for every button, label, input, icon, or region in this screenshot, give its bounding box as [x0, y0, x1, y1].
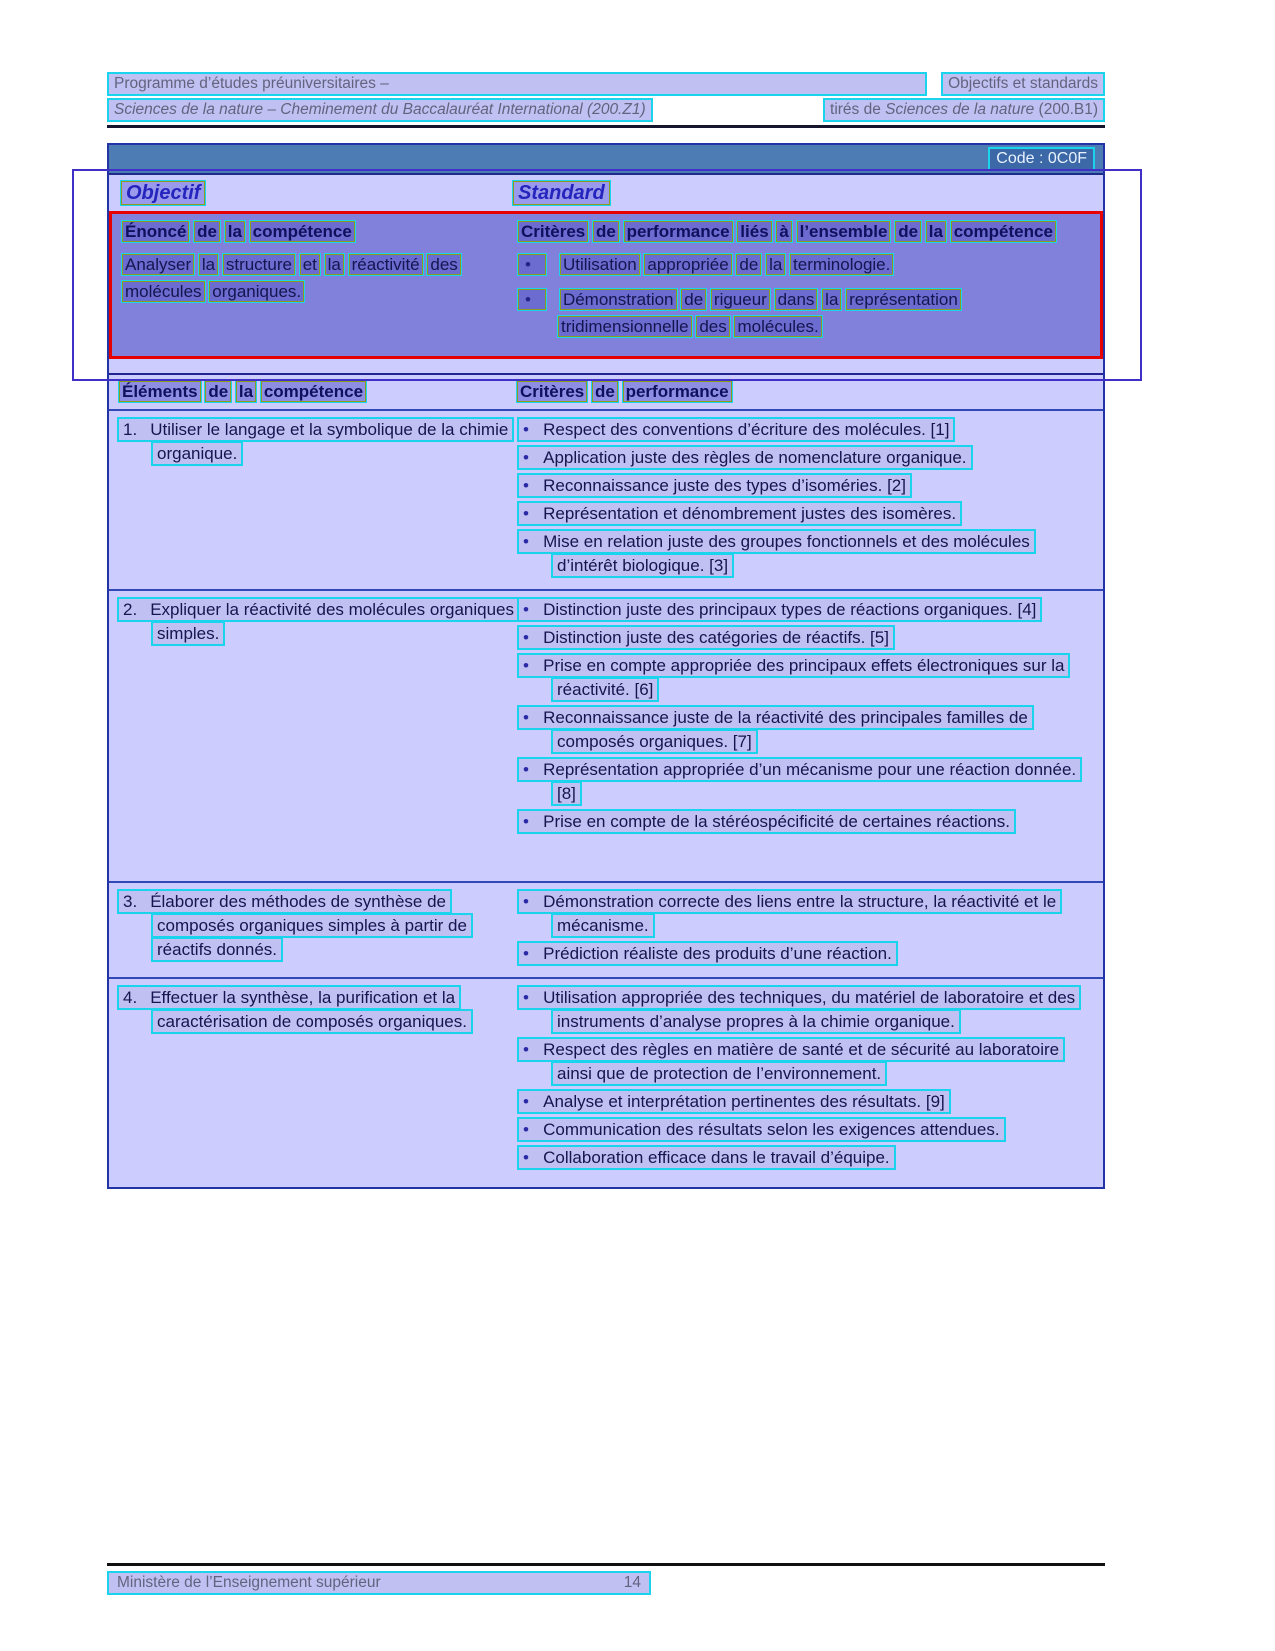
enonce-statement-cell — [112, 251, 518, 348]
element-number: 4. — [123, 988, 138, 1007]
enonce-criteria-header: Critères de performance liés à l’ensemble de la compétence — [518, 221, 1056, 242]
element-row — [109, 977, 1103, 1187]
performance-header-cell — [517, 379, 1103, 405]
header-program-title: Programme d’études préuniversitaires – — [107, 72, 927, 96]
bullet-icon — [518, 289, 546, 310]
criterion — [517, 706, 1093, 754]
standard-header: Standard — [513, 181, 610, 205]
element-text: Utiliser le langage et la symbolique de la chimie organique. — [150, 420, 509, 463]
element-cell — [109, 411, 517, 589]
enonce-header-cell — [112, 218, 518, 245]
header-line-2 — [107, 98, 1105, 122]
performance-header: Critères de performance — [517, 381, 732, 402]
criterion — [517, 1090, 1093, 1114]
source-suffix: (200.B1) — [1034, 101, 1098, 118]
criterion-text: • Prise en compte appropriée des principaux effets électroniques sur la réactivité. [6] — [517, 653, 1070, 702]
footer-box — [107, 1571, 651, 1595]
criterion — [517, 1038, 1093, 1086]
criterion — [518, 251, 1048, 278]
criterion — [518, 286, 1048, 340]
criterion — [517, 598, 1093, 622]
criteria-cell — [517, 883, 1103, 977]
element-text: Élaborer des méthodes de synthèse de composés organiques simples à partir de réactifs donnés. — [150, 892, 467, 959]
enonce-header: Énoncé de la compétence — [122, 221, 355, 242]
criterion-text: • Respect des conventions d’écriture des molécules. [1] — [517, 417, 955, 442]
criterion-text: • Utilisation appropriée des techniques, du matériel de laboratoire et des instruments d’analyse propres à la chimie organique. — [517, 985, 1081, 1034]
criterion-text: • Reconnaissance juste de la réactivité des principales familles de composés organiques. [7] — [517, 705, 1034, 754]
bullet-icon — [518, 254, 546, 275]
element-number: 1. — [123, 420, 138, 439]
competence-table — [107, 143, 1105, 1189]
criterion — [517, 474, 1093, 498]
page-footer — [107, 1563, 1105, 1595]
enonce-content-row — [112, 251, 1100, 348]
criterion-text: • Démonstration correcte des liens entre la structure, la réactivité et le mécanisme. — [517, 889, 1062, 938]
element-cell — [109, 883, 517, 977]
criterion-text: • Analyse et interprétation pertinentes des résultats. [9] — [517, 1089, 951, 1114]
criteria-cell — [517, 979, 1103, 1187]
objectif-header: Objectif — [121, 181, 205, 205]
criterion — [517, 626, 1093, 650]
criterion-text: • Respect des règles en matière de santé et de sécurité au laboratoire ainsi que de protection de l’environnement. — [517, 1037, 1065, 1086]
criteria-cell — [517, 411, 1103, 589]
enonce-criteria-header-cell — [518, 218, 1100, 245]
elements-header-cell — [109, 379, 517, 405]
element-row — [109, 589, 1103, 881]
element-number: 3. — [123, 892, 138, 911]
elements-header: Éléments de la compétence — [119, 381, 366, 402]
criterion-text: • Représentation appropriée d’un mécanisme pour une réaction donnée. [8] — [517, 757, 1082, 806]
enonce-criteria-list — [518, 251, 1100, 348]
element-row — [109, 881, 1103, 977]
elements-body — [109, 411, 1103, 1187]
standard-cell — [513, 182, 610, 205]
code-band — [109, 145, 1103, 175]
elements-header-row — [109, 373, 1103, 411]
objectif-standard-row — [109, 175, 1103, 211]
footer-rule — [107, 1563, 1105, 1566]
enonce-header-row — [112, 218, 1100, 245]
criterion-text: • Prise en compte de la stéréospécificité de certaines réactions. — [517, 809, 1016, 834]
competence-statement: Analyser la structure et la réactivité des molécules organiques. — [122, 251, 482, 305]
criterion — [517, 890, 1093, 938]
element-cell — [109, 979, 517, 1187]
criterion — [517, 1146, 1093, 1170]
criteria-cell — [517, 591, 1103, 881]
page-number: 14 — [623, 1574, 641, 1591]
criterion-text: • Application juste des règles de nomenclature organique. — [517, 445, 973, 470]
criterion — [517, 502, 1093, 526]
criterion-text: Utilisation appropriée de la terminologie. — [560, 254, 893, 275]
criterion — [517, 986, 1093, 1034]
criterion-text: • Communication des résultats selon les exigences attendues. — [517, 1117, 1006, 1142]
criterion — [517, 530, 1093, 578]
element-number: 2. — [123, 600, 138, 619]
criterion — [517, 942, 1093, 966]
criterion-text: • Collaboration efficace dans le travail d’équipe. — [517, 1145, 896, 1170]
criterion-text: • Reconnaissance juste des types d’isoméries. [2] — [517, 473, 912, 498]
element-text: Effectuer la synthèse, la purification et la caractérisation de composés organiques. — [150, 988, 467, 1031]
objectif-cell — [109, 182, 513, 205]
source-prefix: tirés de — [830, 101, 886, 118]
enonce-section — [109, 211, 1103, 359]
header-program-subtitle: Sciences de la nature – Cheminement du Baccalauréat International (200.Z1) — [107, 98, 653, 122]
header-line-1 — [107, 72, 1105, 96]
criterion-text: • Distinction juste des catégories de réactifs. [5] — [517, 625, 895, 650]
criterion — [517, 1118, 1093, 1142]
header-source-reference — [823, 98, 1105, 122]
criterion — [517, 654, 1093, 702]
code-label: Code : 0C0F — [988, 147, 1095, 171]
footer-text: Ministère de l’Enseignement supérieur — [117, 1574, 381, 1591]
criterion — [517, 758, 1093, 806]
criterion-text: • Prédiction réaliste des produits d’une réaction. — [517, 941, 898, 966]
criterion-text: • Représentation et dénombrement justes des isomères. — [517, 501, 962, 526]
criterion-text: • Distinction juste des principaux types de réactions organiques. [4] — [517, 597, 1042, 622]
element-text: Expliquer la réactivité des molécules organiques simples. — [150, 600, 514, 643]
element-row — [109, 411, 1103, 589]
criterion — [517, 446, 1093, 470]
header-objectifs-standards: Objectifs et standards — [941, 72, 1105, 96]
element-cell — [109, 591, 517, 881]
header-rule — [107, 125, 1105, 128]
source-italic: Sciences de la nature — [885, 101, 1035, 118]
criterion — [517, 810, 1093, 834]
criterion-text: • Mise en relation juste des groupes fonctionnels et des molécules d’intérêt biologique. [3] — [517, 529, 1036, 578]
criterion — [517, 418, 1093, 442]
criterion-text: Démonstration de rigueur dans la représentation tridimensionnelle des molécules. — [558, 289, 961, 337]
page-header — [107, 72, 1105, 128]
